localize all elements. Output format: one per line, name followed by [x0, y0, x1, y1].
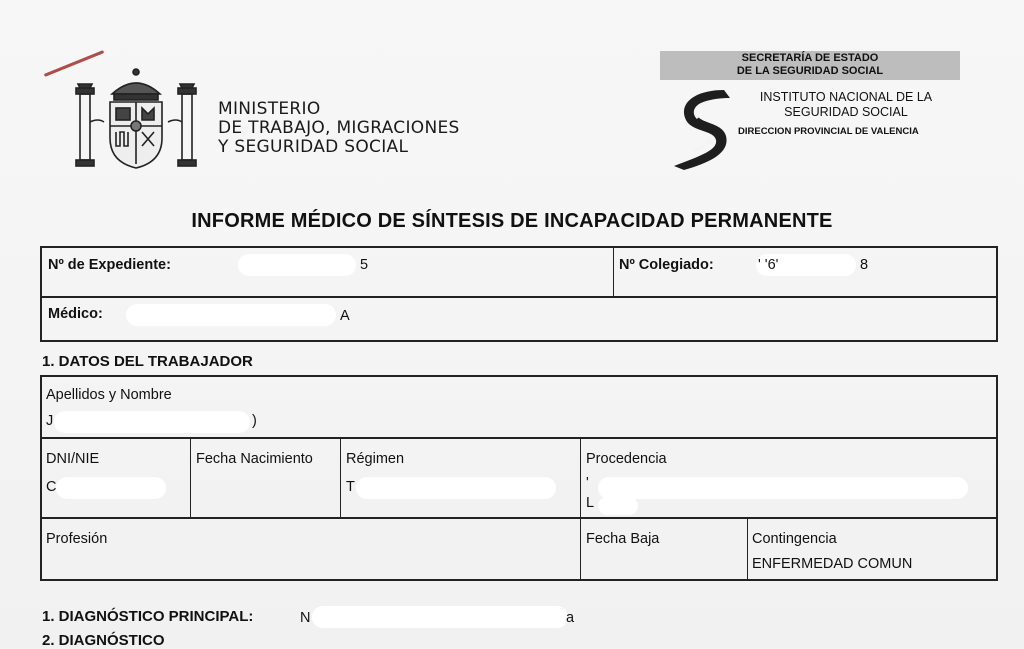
procedencia-value-2: L: [586, 495, 595, 511]
expediente-value: 5: [360, 257, 369, 273]
procedencia-value-1: ': [586, 475, 589, 491]
apellidos-label: Apellidos y Nombre: [46, 387, 172, 403]
inss-logo-icon: [664, 86, 736, 172]
redaction: [598, 477, 968, 499]
ministry-line-1: MINISTERIO: [218, 99, 321, 119]
expediente-label: Nº de Expediente:: [48, 257, 171, 273]
diagnostico-principal-end: a: [566, 610, 575, 626]
ministry-line-3: Y SEGURIDAD SOCIAL: [218, 137, 409, 157]
secretaria-header: [660, 51, 960, 80]
document-title: INFORME MÉDICO DE SÍNTESIS DE INCAPACIDAD PERMANENTE: [191, 210, 833, 232]
regimen-label: Régimen: [346, 451, 405, 467]
inss-line-2: SEGURIDAD SOCIAL: [784, 105, 908, 119]
contingencia-label: Contingencia: [752, 531, 837, 547]
provincial-direction: DIRECCION PROVINCIAL DE VALENCIA: [738, 126, 919, 137]
redaction: [312, 606, 568, 628]
fecha-baja-label: Fecha Baja: [586, 531, 660, 547]
employment-row: [40, 517, 998, 581]
medico-row: [40, 296, 998, 342]
diagnostico-principal-start: N: [300, 610, 311, 626]
procedencia-label: Procedencia: [586, 451, 667, 467]
coat-of-arms-icon: [72, 64, 200, 174]
colegiado-value: 8: [860, 257, 869, 273]
apellidos-value-end: ): [252, 413, 257, 429]
apellidos-row: [40, 375, 998, 439]
dni-value: C: [46, 479, 57, 495]
medico-label: Médico:: [48, 306, 103, 322]
expediente-row: [40, 246, 998, 298]
redaction: [598, 497, 638, 515]
dni-label: DNI/NIE: [46, 451, 100, 467]
section-datos-trabajador: 1. DATOS DEL TRABAJADOR: [42, 353, 253, 370]
nacimiento-label: Fecha Nacimiento: [196, 451, 313, 467]
diagnostico-2-label: 2. DIAGNÓSTICO: [42, 632, 165, 649]
redaction: [126, 304, 336, 326]
diagnostico-principal-label: 1. DIAGNÓSTICO PRINCIPAL:: [42, 608, 254, 625]
colegiado-label: Nº Colegiado:: [619, 257, 714, 273]
apellidos-value-start: J: [46, 413, 54, 429]
secretaria-line-2: DE LA SEGURIDAD SOCIAL: [736, 65, 884, 77]
regimen-value: T: [346, 479, 355, 495]
ministry-name: [218, 100, 460, 157]
profesion-label: Profesión: [46, 531, 108, 547]
inss-line-1: INSTITUTO NACIONAL DE LA: [759, 90, 933, 104]
identity-row: [40, 437, 998, 519]
redaction: [54, 411, 250, 433]
redaction: [56, 477, 166, 499]
colegiado-value-partial: ' '6': [758, 257, 779, 273]
ministry-line-2: DE TRABAJO, MIGRACIONES: [218, 118, 460, 138]
medico-value: A: [340, 308, 350, 324]
redaction: [238, 254, 356, 276]
contingencia-value: ENFERMEDAD COMUN: [752, 556, 913, 572]
redaction: [356, 477, 556, 499]
inss-name: [740, 90, 952, 120]
secretaria-line-1: SECRETARÍA DE ESTADO: [741, 52, 879, 64]
